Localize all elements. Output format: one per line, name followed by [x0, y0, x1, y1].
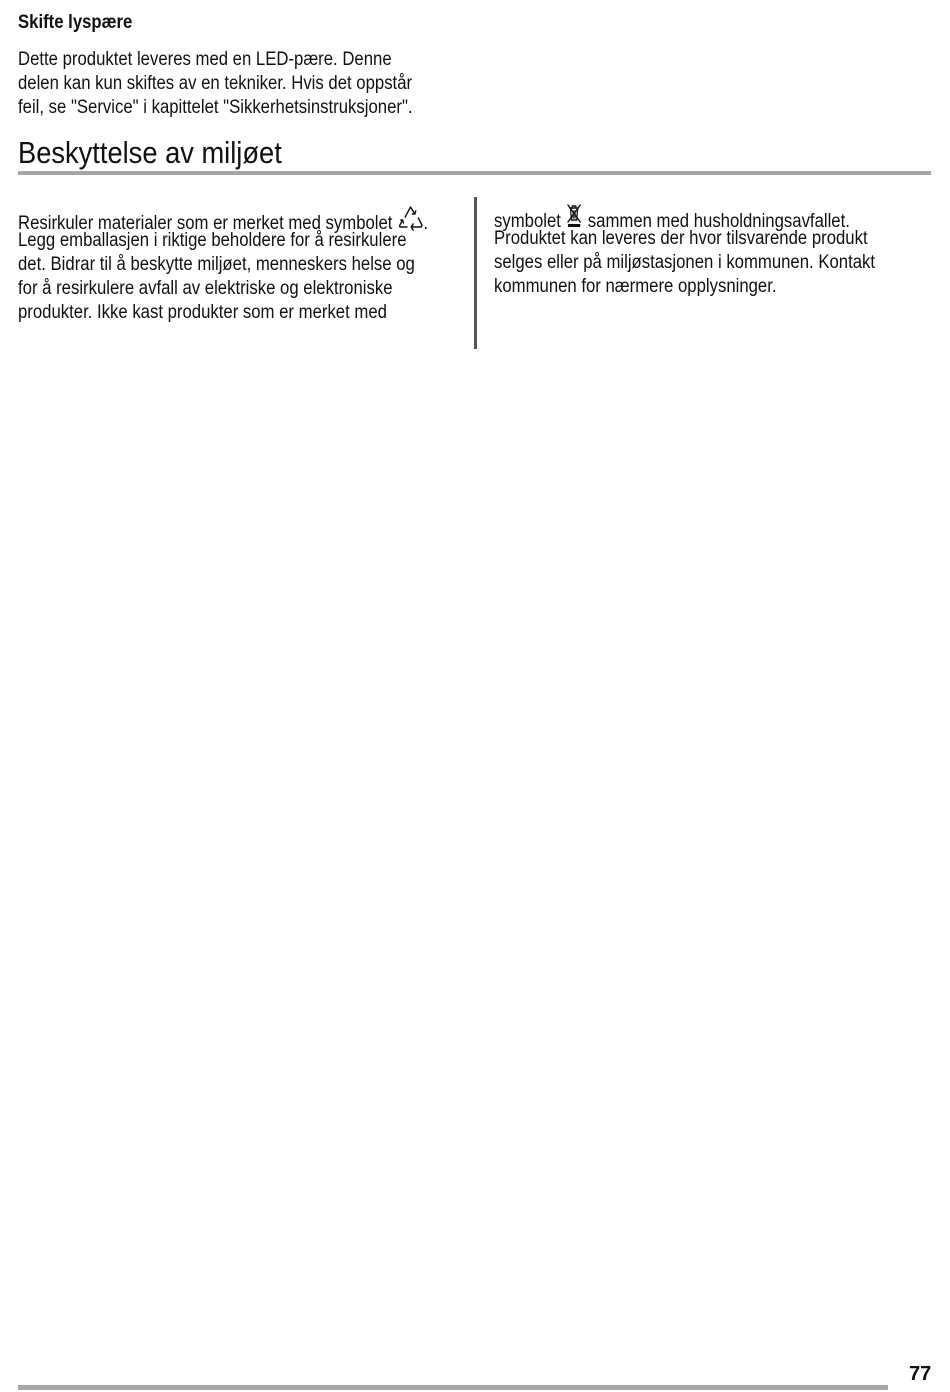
right-column-line — [494, 203, 875, 232]
footer-rule — [18, 1385, 888, 1390]
column-divider — [474, 197, 477, 349]
right-column-text: sammen med husholdningsavfallet. — [583, 211, 850, 232]
subheading: Skifte lyspære — [18, 12, 133, 33]
left-column-line: Legg emballasjen i riktige beholdere for å resirkulere — [18, 230, 407, 251]
intro-line: Dette produktet leveres med en LED-pære. Denne — [18, 49, 392, 70]
right-column-text: symbolet — [494, 211, 566, 232]
left-column-line: det. Bidrar til å beskytte miljøet, menneskers helse og — [18, 254, 415, 275]
intro-line: delen kan kun skiftes av en tekniker. Hvis det oppstår — [18, 73, 413, 94]
left-column-text: Resirkuler materialer som er merket med symbolet — [18, 213, 398, 234]
right-column-line: selges eller på miljøstasjonen i kommunen. Kontakt — [494, 252, 876, 273]
intro-line: feil, se "Service" i kapittelet "Sikkerhetsinstruksjoner". — [18, 97, 413, 118]
intro-paragraph — [18, 48, 413, 120]
section-rule — [18, 171, 931, 175]
section-title: Beskyttelse av miljøet — [18, 135, 282, 170]
right-column-line: kommunen for nærmere opplysninger. — [494, 276, 777, 297]
left-column-line: for å resirkulere avfall av elektriske og elektroniske — [18, 278, 393, 299]
right-column — [494, 203, 875, 299]
left-column — [18, 205, 428, 325]
right-column-line: Produktet kan leveres der hvor tilsvarende produkt — [494, 228, 868, 249]
left-column-line: produkter. Ikke kast produkter som er merket med — [18, 302, 387, 323]
left-column-text: . — [423, 213, 429, 234]
left-column-line — [18, 205, 429, 234]
page-number: 77 — [909, 1363, 932, 1385]
